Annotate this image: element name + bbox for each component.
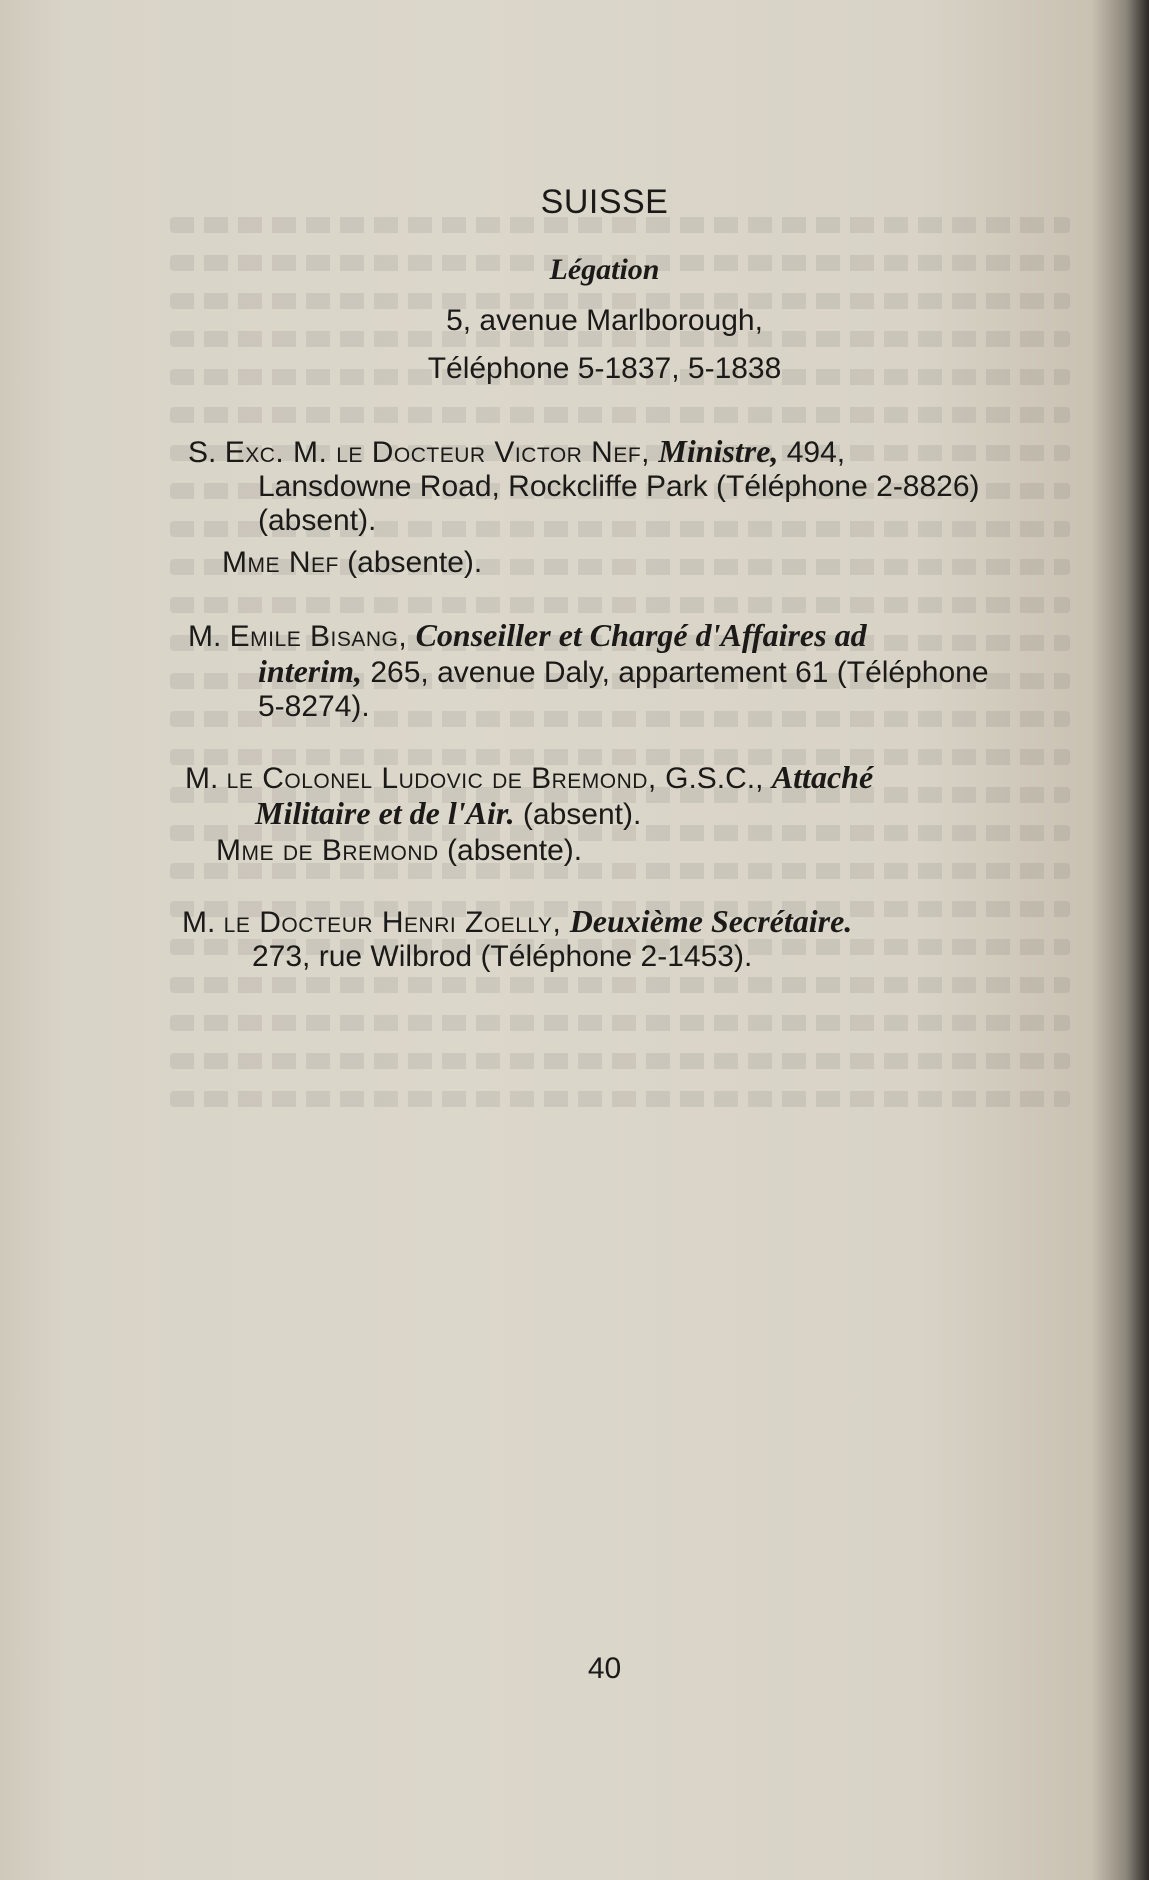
entry-line [185, 760, 1090, 796]
entry-prefix: M. [185, 762, 227, 795]
entry-title: Ministre, [658, 433, 779, 469]
entry-name: le Docteur Henri Zoelly, [223, 906, 562, 939]
country-heading: SUISSE [540, 183, 669, 221]
entry-minister [188, 434, 1093, 538]
spouse-name: Mme de Bremond [216, 834, 439, 867]
entry-rank: G.S.C., [656, 762, 772, 795]
mission-type-heading: Légation [549, 253, 660, 286]
entry-second-secretary [182, 904, 1087, 974]
entry-prefix: M. [188, 620, 230, 653]
entry-military-attache [185, 760, 1090, 832]
entry-line: (absent). [258, 504, 377, 537]
entry-line [188, 618, 1093, 654]
entry-line [216, 834, 1121, 868]
entry-line [188, 654, 1093, 690]
entry-counsellor [188, 618, 1093, 724]
entry-name: le Colonel Ludovic de Bremond, [226, 762, 657, 795]
entry-line [185, 796, 1090, 832]
entry-line [182, 904, 1087, 940]
page-number: 40 [587, 1652, 622, 1685]
spouse-name: Mme Nef [222, 546, 339, 579]
entry-line: Lansdowne Road, Rockcliffe Park (Téléphone 2-8826) [258, 470, 980, 503]
entry-spouse [222, 546, 1127, 580]
entry-line [188, 434, 1093, 470]
spouse-status: (absente). [438, 834, 583, 867]
entry-address: 265, avenue Daly, appartement 61 (Téléphone [362, 656, 989, 689]
entry-status: (absent). [514, 798, 642, 831]
legation-telephone: Téléphone 5-1837, 5-1838 [427, 352, 782, 385]
entry-name: Exc. M. le Docteur Victor Nef, [224, 436, 651, 469]
spouse-status: (absente). [338, 546, 483, 579]
entry-line: 273, rue Wilbrod (Téléphone 2-1453). [252, 940, 753, 973]
legation-address: 5, avenue Marlborough, [446, 304, 763, 337]
entry-line: 5-8274). [258, 690, 370, 723]
entry-prefix: M. [182, 906, 224, 939]
entry-spouse [216, 834, 1121, 868]
entry-line [222, 546, 1127, 580]
entry-title: Attaché [771, 759, 874, 795]
entry-prefix: S. [188, 436, 225, 469]
entry-title-cont: interim, [258, 653, 363, 689]
entry-title: Deuxième Secrétaire. [569, 903, 853, 939]
entry-name: Emile Bisang, [229, 620, 408, 653]
entry-title-cont: Militaire et de l'Air. [255, 795, 515, 831]
entry-title: Conseiller et Chargé d'Affaires ad [415, 617, 867, 653]
entry-address-start: 494, [778, 436, 846, 469]
